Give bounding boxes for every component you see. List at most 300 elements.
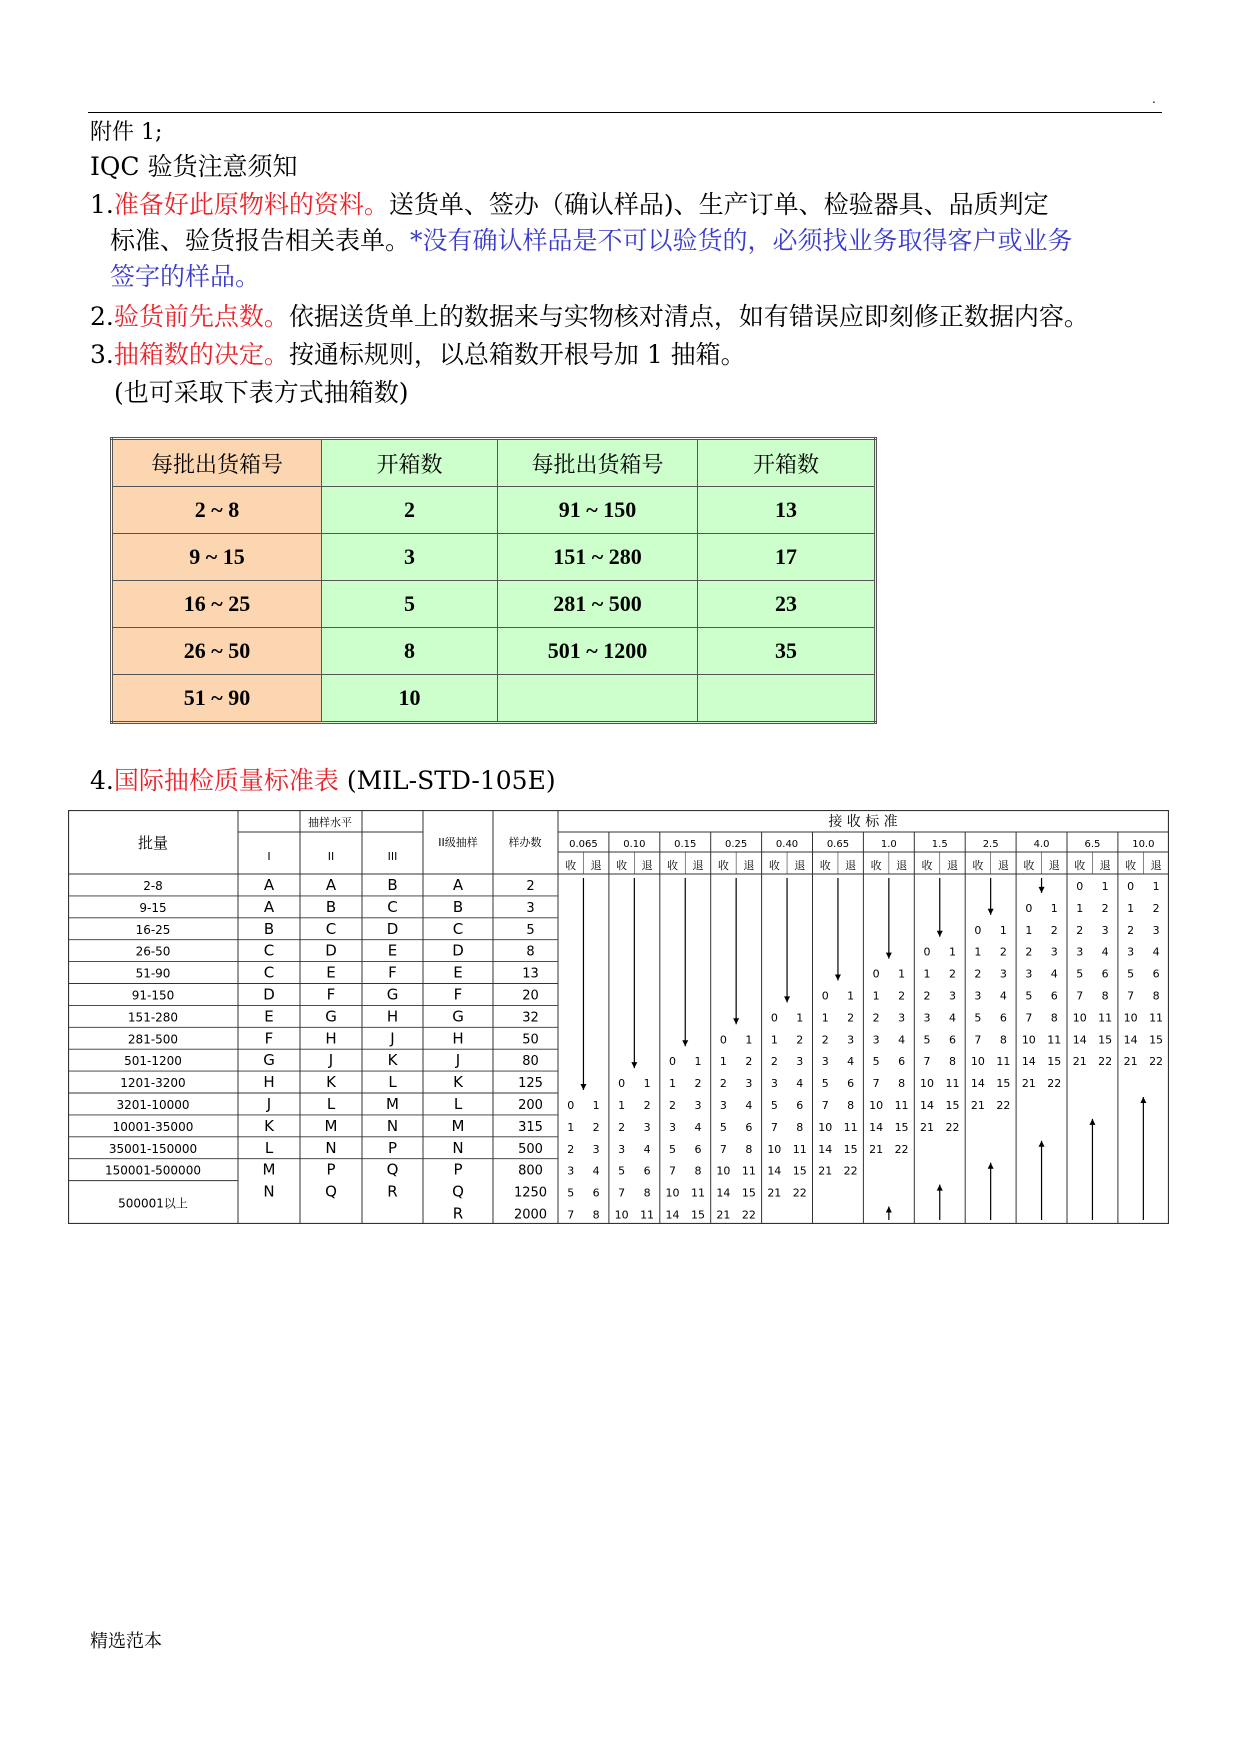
code-level-3: R [387, 1182, 398, 1201]
sample-size: 5 [526, 922, 535, 938]
table-cell: 10 [322, 675, 498, 723]
code-sample: H [452, 1029, 464, 1048]
ac-value: 10 [970, 1055, 985, 1069]
code-level-2: D [325, 941, 337, 960]
re-label: 退 [896, 859, 908, 872]
ac-value: 1 [1025, 923, 1033, 937]
ac-value: 2 [618, 1120, 626, 1134]
code-level-3: F [388, 963, 397, 982]
re-value: 8 [948, 1055, 956, 1069]
code-level-3: H [386, 1007, 399, 1026]
ac-value: 2 [719, 1077, 727, 1091]
ac-value: 0 [872, 967, 880, 981]
box-count-table [110, 437, 877, 724]
lot-range: 91-150 [131, 988, 175, 1003]
re-value: 22 [843, 1164, 858, 1178]
ac-value: 0 [719, 1033, 727, 1047]
ac-value: 0 [1127, 879, 1135, 893]
re-value: 11 [741, 1164, 756, 1178]
code-level-1: D [263, 985, 275, 1004]
ac-value: 5 [770, 1098, 778, 1112]
header-rule [88, 112, 1162, 113]
ac-value: 10 [1123, 1011, 1138, 1025]
re-value: 2 [1050, 923, 1058, 937]
header-level-1: I [267, 850, 271, 863]
table-cell: 51 ~ 90 [112, 675, 322, 723]
sample-size: 8 [526, 944, 535, 960]
re-value: 15 [996, 1077, 1011, 1091]
re-label: 退 [845, 859, 857, 872]
ac-value: 5 [669, 1142, 677, 1156]
ac-value: 10 [716, 1164, 731, 1178]
table-cell: 13 [698, 487, 876, 534]
re-value: 2 [592, 1120, 600, 1134]
code-level-1: E [264, 1007, 274, 1026]
re-value: 11 [1047, 1033, 1062, 1047]
arrow-down-icon [886, 953, 892, 959]
re-value: 1 [1101, 879, 1109, 893]
ac-value: 10 [818, 1120, 833, 1134]
ac-value: 5 [974, 1011, 982, 1025]
re-value: 3 [796, 1055, 804, 1069]
arrow-up-icon [886, 1207, 892, 1213]
code-sample: G [452, 1007, 464, 1026]
ac-value: 2 [872, 1011, 880, 1025]
code-level-3: P [387, 1138, 398, 1157]
lot-range: 151-280 [127, 1010, 179, 1025]
ac-value: 14 [970, 1077, 985, 1091]
re-value: 15 [690, 1208, 705, 1222]
re-value: 2 [898, 989, 906, 1003]
arrow-down-icon [682, 1040, 688, 1046]
re-value: 4 [1152, 945, 1160, 959]
item-2-num: 2. [90, 302, 114, 331]
item-1-line3: 签字的样品。 [110, 262, 261, 291]
ac-value: 3 [821, 1055, 829, 1069]
code-level-3: B [387, 875, 398, 894]
table-cell: 151 ~ 280 [498, 534, 698, 581]
ac-value: 21 [920, 1120, 935, 1134]
ac-value: 1 [974, 945, 982, 959]
ac-value: 14 [1021, 1055, 1036, 1069]
ac-value: 14 [869, 1120, 884, 1134]
ac-value: 21 [869, 1142, 884, 1156]
re-value: 1 [745, 1033, 753, 1047]
ac-value: 14 [920, 1098, 935, 1112]
sample-size: 800 [518, 1163, 543, 1179]
ac-value: 7 [719, 1142, 727, 1156]
table-cell: 16 ~ 25 [112, 581, 322, 628]
ac-value: 3 [923, 1011, 931, 1025]
re-value: 6 [745, 1120, 753, 1134]
ac-value: 21 [1072, 1055, 1087, 1069]
arrow-down-icon [1039, 887, 1045, 893]
ac-value: 14 [716, 1186, 731, 1200]
ac-value: 2 [1025, 945, 1033, 959]
table-cell: 35 [698, 628, 876, 675]
ac-label: 收 [616, 859, 628, 872]
ac-label: 收 [1023, 859, 1035, 872]
re-value: 11 [945, 1077, 960, 1091]
re-value: 3 [999, 967, 1007, 981]
table-cell: 9 ~ 15 [112, 534, 322, 581]
sample-size: 20 [522, 988, 539, 1004]
code-sample: K [453, 1073, 463, 1092]
table-cell: 23 [698, 581, 876, 628]
sample-size: 50 [522, 1032, 539, 1048]
ac-value: 1 [719, 1055, 727, 1069]
re-value: 6 [847, 1077, 855, 1091]
item-3-num: 3. [90, 340, 114, 369]
item-4-num: 4. [90, 766, 114, 795]
code-level-3: C [387, 897, 398, 916]
header-acceptance: 接 收 标 准 [828, 814, 898, 830]
code-level-2: K [326, 1073, 336, 1092]
header-level-3: III [387, 850, 398, 863]
ac-value: 1 [821, 1011, 829, 1025]
ac-value: 3 [872, 1033, 880, 1047]
code-sample: R [452, 1204, 464, 1223]
re-value: 15 [945, 1098, 960, 1112]
item-3-highlight: 抽箱数的决定。 [113, 340, 289, 369]
ac-value: 0 [618, 1077, 626, 1091]
ac-value: 1 [618, 1098, 626, 1112]
re-value: 8 [694, 1164, 702, 1178]
ac-value: 5 [719, 1120, 727, 1134]
ac-label: 收 [972, 859, 984, 872]
re-value: 11 [894, 1098, 909, 1112]
re-value: 1 [643, 1077, 651, 1091]
re-value: 22 [1047, 1077, 1062, 1091]
re-value: 8 [898, 1077, 906, 1091]
aql-0.40: 0.40 [775, 839, 799, 850]
lot-range: 35001-150000 [108, 1141, 198, 1156]
code-level-3: Q [386, 1160, 399, 1179]
ac-value: 0 [669, 1055, 677, 1069]
sample-size: 80 [522, 1054, 539, 1070]
item-4-highlight: 国际抽检质量标准表 [113, 766, 339, 795]
ac-label: 收 [565, 859, 577, 872]
ac-value: 0 [1076, 879, 1084, 893]
ac-value: 21 [818, 1164, 833, 1178]
re-value: 11 [640, 1208, 655, 1222]
code-level-1: H [263, 1073, 275, 1092]
ac-value: 5 [1025, 989, 1033, 1003]
item-1 [90, 186, 1049, 224]
aql-4.0: 4.0 [1033, 839, 1050, 850]
item-3 [90, 336, 746, 374]
code-level-1: K [264, 1116, 274, 1135]
item-1-text: 送货单、签办（确认样品)、生产订单、检验器具、品质判定 [388, 190, 1049, 219]
re-value: 8 [592, 1208, 600, 1222]
aql-0.25: 0.25 [725, 839, 748, 850]
header-sampling-level: 抽样水平 [308, 816, 352, 829]
ac-value: 7 [1025, 1011, 1033, 1025]
ac-value: 5 [618, 1164, 626, 1178]
ac-label: 收 [768, 859, 780, 872]
aql-6.5: 6.5 [1084, 839, 1101, 850]
code-sample: N [452, 1138, 464, 1157]
re-value: 1 [898, 967, 906, 981]
header-level-2: II级抽样 [438, 836, 478, 849]
re-value: 8 [999, 1033, 1007, 1047]
header-open-count-2: 开箱数 [698, 439, 876, 487]
ac-value: 1 [923, 967, 931, 981]
ac-value: 7 [821, 1098, 829, 1112]
re-value: 2 [1101, 901, 1109, 915]
sample-size: 32 [522, 1010, 539, 1026]
code-level-2: J [328, 1051, 334, 1070]
ac-value: 10 [920, 1077, 935, 1091]
re-value: 2 [745, 1055, 753, 1069]
re-value: 6 [1101, 967, 1109, 981]
re-value: 3 [1152, 923, 1160, 937]
ac-value: 2 [770, 1055, 778, 1069]
mil-std-table [68, 810, 1169, 1224]
arrow-down-icon [988, 909, 994, 915]
arrow-up-icon [1039, 1141, 1045, 1147]
re-value: 6 [898, 1055, 906, 1069]
code-level-1: A [263, 875, 275, 894]
code-level-1: G [263, 1051, 275, 1070]
ac-value: 0 [821, 989, 829, 1003]
code-level-1: F [264, 1029, 274, 1048]
re-value: 22 [996, 1098, 1011, 1112]
ac-value: 7 [770, 1120, 778, 1134]
re-value: 1 [796, 1011, 804, 1025]
ac-value: 5 [1076, 967, 1084, 981]
item-3-text: 按通标规则，以总箱数开根号加 1 抽箱。 [288, 340, 746, 369]
ac-value: 7 [923, 1055, 931, 1069]
code-level-1: N [263, 1182, 275, 1201]
ac-label: 收 [921, 859, 933, 872]
ac-value: 10 [1021, 1033, 1036, 1047]
re-value: 2 [999, 945, 1007, 959]
code-sample: A [452, 875, 464, 894]
ac-value: 2 [821, 1033, 829, 1047]
item-2-highlight: 验货前先点数。 [113, 302, 289, 331]
table-row [112, 534, 876, 581]
arrow-down-icon [835, 975, 841, 981]
ac-value: 3 [618, 1142, 626, 1156]
sample-size: 2000 [513, 1207, 548, 1223]
re-value: 1 [1050, 901, 1058, 915]
ac-value: 3 [1025, 967, 1033, 981]
lot-range: 281-500 [127, 1032, 179, 1047]
table-row [112, 675, 876, 723]
aql-1.5: 1.5 [931, 839, 948, 850]
ac-label: 收 [819, 859, 831, 872]
re-value: 4 [643, 1142, 651, 1156]
re-value: 2 [1152, 901, 1160, 915]
ac-value: 3 [974, 989, 982, 1003]
code-level-3: D [386, 919, 399, 938]
item-1-num: 1. [90, 190, 114, 219]
item-1-line2 [110, 222, 1073, 260]
ac-label: 收 [1074, 859, 1086, 872]
item-1-highlight: 准备好此原物料的资料。 [113, 190, 389, 219]
ac-value: 7 [1127, 989, 1135, 1003]
re-value: 3 [847, 1033, 855, 1047]
header-sample-size: 样办数 [508, 836, 542, 849]
re-value: 6 [796, 1098, 804, 1112]
code-level-3: E [387, 941, 398, 960]
arrow-down-icon [784, 996, 790, 1002]
re-value: 11 [792, 1142, 807, 1156]
table-cell [498, 675, 698, 723]
re-value: 4 [745, 1098, 753, 1112]
re-value: 2 [948, 967, 956, 981]
re-value: 3 [948, 989, 956, 1003]
code-level-3: N [386, 1116, 399, 1135]
code-level-2: H [325, 1029, 337, 1048]
ac-label: 收 [1125, 859, 1137, 872]
ac-label: 收 [870, 859, 882, 872]
table-cell: 281 ~ 500 [498, 581, 698, 628]
sample-size: 2 [526, 878, 535, 894]
re-value: 1 [847, 989, 855, 1003]
code-sample: L [453, 1094, 463, 1113]
re-value: 4 [1050, 967, 1058, 981]
ac-value: 21 [767, 1186, 782, 1200]
re-label: 退 [1048, 859, 1060, 872]
ac-value: 0 [1025, 901, 1033, 915]
lot-range: 2-8 [143, 878, 163, 893]
ac-value: 3 [719, 1098, 727, 1112]
lot-range: 16-25 [135, 922, 171, 937]
re-value: 2 [796, 1033, 804, 1047]
re-value: 6 [1050, 989, 1058, 1003]
item-4-text: (MIL-STD-105E) [346, 766, 556, 795]
table-row [112, 628, 876, 675]
ac-value: 14 [1123, 1033, 1138, 1047]
code-level-2: A [325, 875, 337, 894]
code-level-2: C [325, 919, 337, 938]
re-value: 3 [694, 1098, 702, 1112]
ac-value: 2 [669, 1098, 677, 1112]
ac-value: 1 [872, 989, 880, 1003]
code-level-1: A [263, 897, 275, 916]
arrow-up-icon [988, 1163, 994, 1169]
ac-value: 0 [974, 923, 982, 937]
re-value: 11 [996, 1055, 1011, 1069]
code-level-2: P [326, 1160, 336, 1179]
re-value: 22 [894, 1142, 909, 1156]
code-level-3: M [386, 1094, 399, 1113]
table-cell: 8 [322, 628, 498, 675]
re-value: 1 [948, 945, 956, 959]
re-value: 4 [898, 1033, 906, 1047]
aql-2.5: 2.5 [982, 839, 999, 850]
ac-label: 收 [667, 859, 679, 872]
re-label: 退 [641, 859, 653, 872]
re-label: 退 [1150, 859, 1162, 872]
ac-value: 10 [614, 1208, 629, 1222]
re-value: 2 [694, 1077, 702, 1091]
re-value: 15 [1098, 1033, 1113, 1047]
code-level-3: K [387, 1051, 398, 1070]
ac-value: 21 [1021, 1077, 1036, 1091]
code-sample: P [453, 1160, 463, 1179]
arrow-down-icon [937, 931, 943, 937]
code-level-3: L [388, 1073, 397, 1092]
lot-range: 9-15 [139, 900, 167, 915]
re-value: 6 [592, 1186, 600, 1200]
re-value: 2 [847, 1011, 855, 1025]
re-value: 3 [1050, 945, 1058, 959]
header-level-2: II [327, 850, 335, 863]
header-open-count: 开箱数 [322, 439, 498, 487]
item-3-note: (也可采取下表方式抽箱数) [114, 378, 409, 407]
lot-range: 26-50 [135, 944, 171, 959]
ac-value: 3 [770, 1077, 778, 1091]
lot-range: 1201-3200 [120, 1076, 186, 1091]
re-value: 1 [592, 1098, 600, 1112]
re-value: 3 [1101, 923, 1109, 937]
lot-range: 51-90 [135, 966, 171, 981]
re-value: 8 [1050, 1011, 1058, 1025]
code-sample: J [455, 1051, 461, 1070]
header-lot-boxes: 每批出货箱号 [112, 439, 322, 487]
table-cell: 2 ~ 8 [112, 487, 322, 534]
item-1-line2-text: 标准、验货报告相关表单。 [110, 226, 411, 255]
arrow-down-icon [631, 1062, 637, 1068]
ac-value: 2 [567, 1142, 575, 1156]
box-table-header [112, 439, 876, 487]
re-value: 15 [1149, 1033, 1164, 1047]
header-lot-boxes-2: 每批出货箱号 [498, 439, 698, 487]
table-cell: 5 [322, 581, 498, 628]
ac-value: 10 [767, 1142, 782, 1156]
re-value: 22 [1098, 1055, 1113, 1069]
code-level-3: G [386, 985, 399, 1004]
re-value: 4 [948, 1011, 956, 1025]
arrow-up-icon [937, 1185, 943, 1191]
ac-value: 7 [567, 1208, 575, 1222]
arrow-up-icon [1089, 1119, 1095, 1125]
ac-value: 1 [1127, 901, 1135, 915]
re-value: 15 [741, 1186, 756, 1200]
code-level-3: J [390, 1029, 395, 1048]
aql-0.65: 0.65 [826, 839, 850, 850]
re-value: 15 [894, 1120, 909, 1134]
re-value: 8 [1101, 989, 1109, 1003]
sample-size: 3 [526, 900, 535, 916]
re-label: 退 [1099, 859, 1111, 872]
code-level-1: B [263, 919, 275, 938]
code-sample: E [453, 963, 463, 982]
re-value: 3 [898, 1011, 906, 1025]
re-label: 退 [946, 859, 958, 872]
re-value: 1 [999, 923, 1007, 937]
aql-10.0: 10.0 [1132, 839, 1155, 850]
ac-value: 21 [1123, 1055, 1138, 1069]
ac-value: 14 [818, 1142, 833, 1156]
re-value: 8 [796, 1120, 804, 1134]
code-level-2: L [326, 1094, 336, 1113]
item-2-text: 依据送货单上的数据来与实物核对清点，如有错误应即刻修正数据内容。 [288, 302, 1089, 331]
ac-value: 1 [567, 1120, 575, 1134]
sample-size: 13 [522, 966, 539, 982]
ac-label: 收 [717, 859, 729, 872]
ac-value: 7 [618, 1186, 626, 1200]
lot-range: 10001-35000 [112, 1119, 194, 1134]
code-level-2: Q [325, 1182, 337, 1201]
code-level-2: F [326, 985, 336, 1004]
sample-size: 1250 [513, 1185, 548, 1201]
re-value: 15 [792, 1164, 807, 1178]
re-value: 4 [1101, 945, 1109, 959]
